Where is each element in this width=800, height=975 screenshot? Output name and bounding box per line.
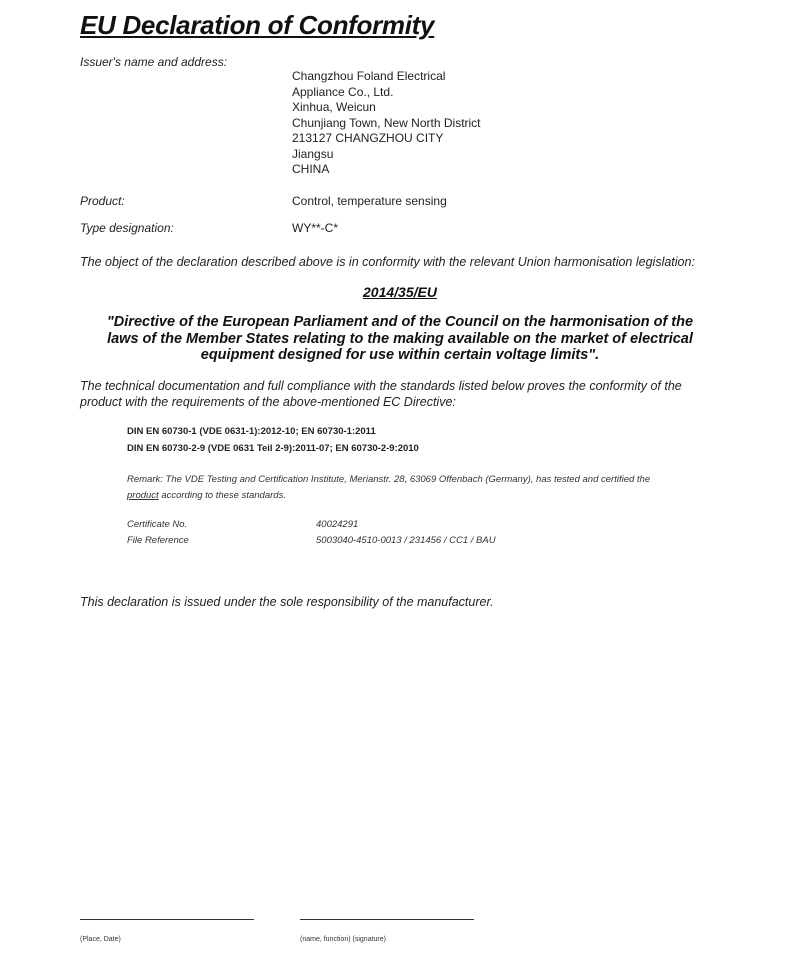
- place-date-signature-line: [80, 919, 254, 920]
- product-value: Control, temperature sensing: [292, 194, 447, 208]
- issuer-label: Issuer's name and address:: [80, 55, 228, 69]
- remark-line-rest: according to these standards.: [158, 489, 286, 501]
- remark-line: [127, 488, 717, 504]
- remark: [127, 472, 717, 503]
- remark-underlined-word: product: [127, 489, 159, 501]
- type-designation-value: WY**-C*: [292, 221, 339, 235]
- address-line: CHINA: [292, 162, 330, 176]
- standard-line: DIN EN 60730-1 (VDE 0631-1):2012-10; EN 60730-1:2011: [127, 426, 376, 437]
- address-line: Changzhou Foland Electrical: [292, 69, 446, 83]
- certificate-value: 40024291: [316, 519, 359, 530]
- address-line: 213127 CHANGZHOU CITY: [292, 131, 444, 145]
- directive-title-line: equipment designed for use within certain voltage limits".: [200, 347, 600, 363]
- name-signature-line: [300, 919, 474, 920]
- technical-documentation-text: [80, 378, 730, 410]
- technical-doc-line: The technical documentation and full compliance with the standards listed below proves the conformity of the: [80, 379, 682, 393]
- conformity-statement: The object of the declaration described above is in conformity with the relevant Union harmonisation legislation:: [80, 255, 695, 269]
- standard-line: DIN EN 60730-2-9 (VDE 0631 Teil 2-9):2011-07; EN 60730-2-9:2010: [127, 443, 419, 454]
- technical-doc-line: product with the requirements of the above-mentioned EC Directive:: [80, 395, 456, 409]
- file-reference-label: File Reference: [127, 535, 189, 546]
- document-title: EU Declaration of Conformity: [80, 10, 435, 40]
- name-function-caption: (name, function) (signature): [300, 936, 386, 943]
- product-label: Product:: [80, 194, 125, 208]
- certificate-label: Certificate No.: [127, 519, 188, 530]
- address-line: Appliance Co., Ltd.: [292, 84, 394, 99]
- directive-title: [80, 314, 720, 364]
- address-line: Chunjiang Town, New North District: [292, 115, 481, 130]
- responsibility-statement: This declaration is issued under the sole responsibility of the manufacturer.: [80, 595, 494, 609]
- type-designation-label: Type designation:: [80, 221, 174, 235]
- remark-line: Remark: The VDE Testing and Certification Institute, Merianstr. 28, 63069 Offenbach (Germany), has tested and certified the: [127, 474, 651, 485]
- file-reference-value: 5003040-4510-0013 / 231456 / CC1 / BAU: [316, 535, 496, 546]
- directive-title-line: laws of the Member States relating to the making available on the market of electrical: [107, 330, 693, 347]
- directive-number: 2014/35/EU: [363, 284, 437, 300]
- issuer-address: [292, 69, 481, 178]
- place-date-caption: (Place, Date): [80, 936, 121, 943]
- address-line: Jiangsu: [292, 146, 334, 161]
- address-line: Xinhua, Weicun: [292, 100, 376, 114]
- directive-title-line: "Directive of the European Parliament and of the Council on the harmonisation of the: [106, 314, 694, 330]
